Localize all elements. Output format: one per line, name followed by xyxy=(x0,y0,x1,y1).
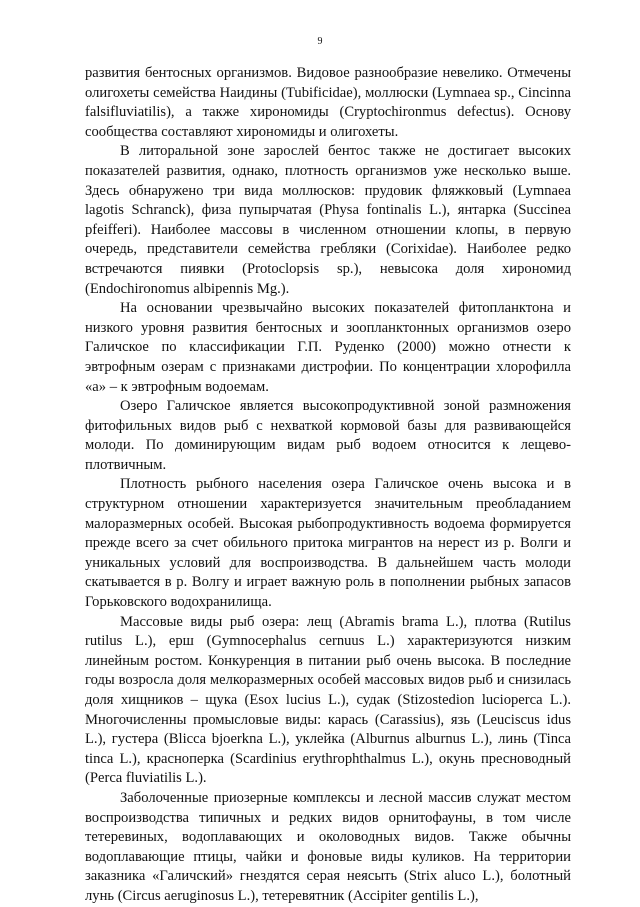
page-number: 9 xyxy=(317,36,323,47)
paragraph-5: Плотность рыбного населения озера Галичское очень высока и в структурном отношении характеризуется значительным преобладанием малоразмерных особей. Высокая рыбопродуктивность водоема формируется прежде всего за счет обильного притока мигрантов на нерест из р. Волги и уникальных условий для воспроизводства. В дальнейшем часть молоди скатывается в р. Волгу и играет важную роль в пополнении рыбных запасов Горьковского водохранилища. xyxy=(85,476,571,611)
paragraph-7: Заболоченные приозерные комплексы и лесной массив служат местом воспроизводства типичных и редких видов орнитофауны, в том числе тетеревиных, водоплавающих и околоводных видов. Также обычны водоплавающие птицы, чайки и фоновые виды куликов. На территории заказника «Галичский» гнездятся серая неясыть (Strix aluco L.), болотный лунь (Circus aeruginosus L.), тетеревятник (Accipiter gentilis L.), xyxy=(85,789,571,904)
paragraph-3: На основании чрезвычайно высоких показателей фитопланктона и низкого уровня развития бентосных и зоопланктонных организмов озеро Галичское по классификации Г.П. Руденко (2000) можно отнести к эвтрофным озерам с признаками дистрофии. По концентрации хлорофилла «а» – к эвтрофным водоемам. xyxy=(85,300,571,395)
paragraph-6: Массовые виды рыб озера: лещ (Abramis brama L.), плотва (Rutilus rutilus L.), ерш (Gymnocephalus cernuus L.) характеризуются низким линейным ростом. Конкуренция в питании рыб очень высока. В последние годы возросла доля мелкоразмерных особей массовых видов рыб и снизилась доля хищников – щука (Esox lucius L.), судак (Stizostedion lucioperca L.). Многочисленны промысловые виды: карась (Carassius), язь (Leuciscus idus L.), густера (Blicca bjoerkna L.), уклейка (Alburnus alburnus L.), линь (Tinca tinca L.), красноперка (Scardinius erythrophthalmus L.), окунь пресноводный (Perca fluviatilis L.). xyxy=(85,613,571,787)
document-body xyxy=(85,64,571,907)
paragraph-4: Озеро Галичское является высокопродуктивной зоной размножения фитофильных видов рыб с нехваткой кормовой базы для развивающейся молоди. По доминирующим видам рыб водоем относится к лещево-плотвичным. xyxy=(85,398,571,473)
paragraph-1: развития бентосных организмов. Видовое разнообразие невелико. Отмечены олигохеты семейства Наидины (Tubificidae), моллюски (Lymnaea sp., Cincinna falsifluviatilis), а также хирономиды (Cryptochironmus defectus). Основу сообщества составляют хирономиды и олигохеты. xyxy=(85,65,571,140)
paragraph-2: В литоральной зоне зарослей бентос также не достигает высоких показателей развития, однако, плотность организмов уже несколько выше. Здесь обнаружено три вида моллюсков: прудовик фляжковый (Lymnaea lagotis Schranck), физа пупырчатая (Physa fontinalis L.), янтарка (Succinea pfeifferi). Наиболее массовы в численном отношении клопы, в первую очередь, представители семейства гребляки (Corixidae). Наиболее редко встречаются пиявки (Protoclopsis sp.), невысока доля хирономид (Endochironomus albipennis Mg.). xyxy=(85,143,571,297)
